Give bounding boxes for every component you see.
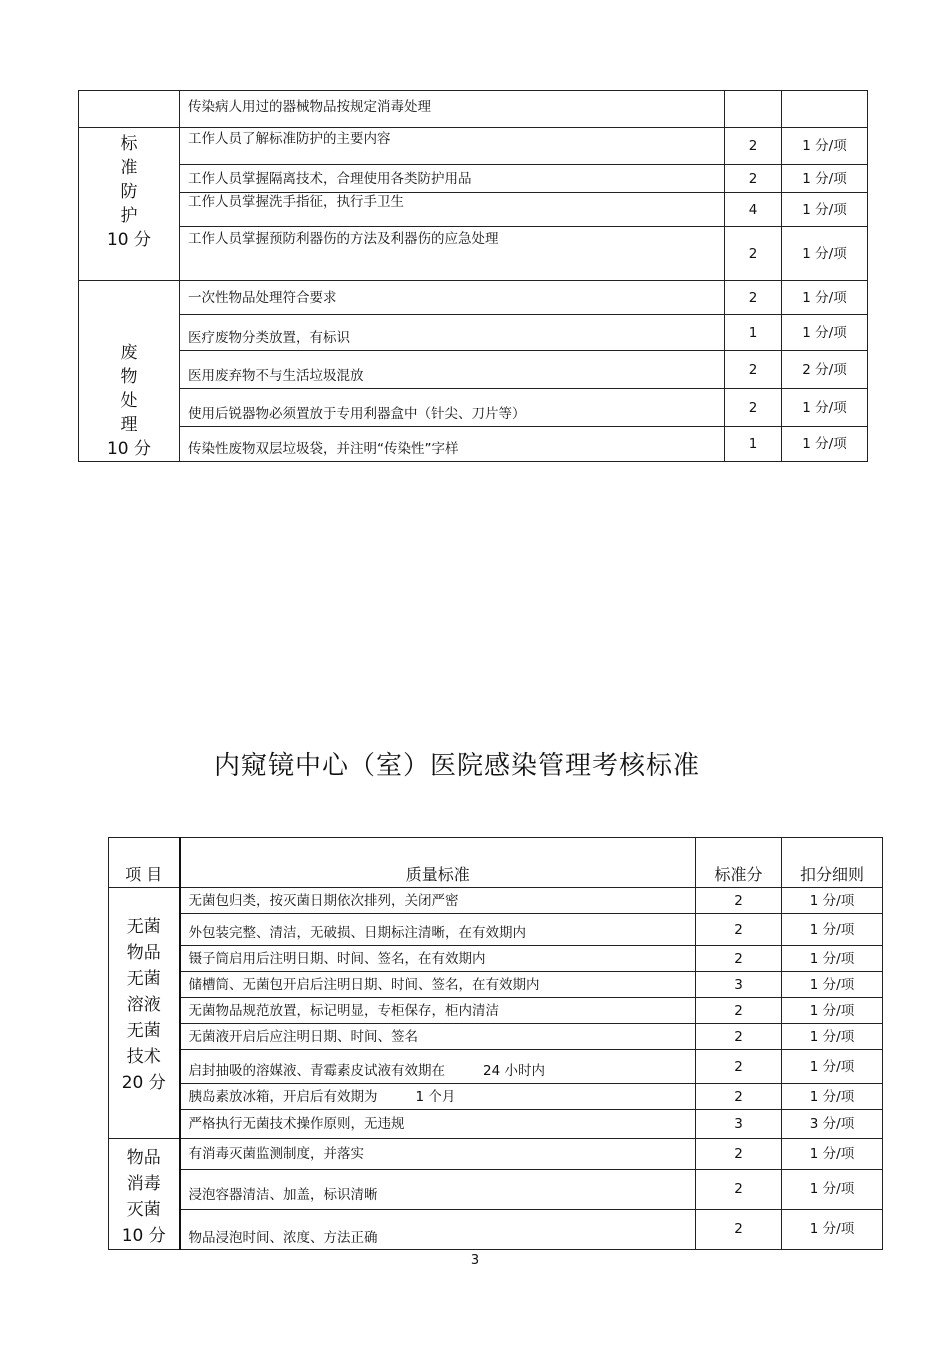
score-cell: 2: [696, 1050, 782, 1084]
item-cell: 医疗废物分类放置，有标识: [180, 315, 725, 351]
deduct-cell: 1 分/项: [782, 1024, 883, 1050]
score-cell: 4: [725, 193, 782, 227]
score-cell: [725, 91, 782, 128]
deduct-cell: 1 分/项: [782, 165, 868, 193]
category-waste-disposal: [79, 281, 180, 462]
score-cell: 2: [696, 1139, 782, 1170]
score-cell: 2: [696, 946, 782, 972]
deduct-cell: 2 分/项: [782, 351, 868, 389]
score-cell: 2: [696, 888, 782, 914]
deduct-cell: 1 分/项: [782, 1084, 883, 1110]
category-line: 技术: [126, 1047, 161, 1067]
score-cell: 2: [696, 1209, 782, 1249]
page-title: 内窥镜中心（室）医院感染管理考核标准: [213, 751, 700, 781]
score-cell: 1: [725, 315, 782, 351]
item-cell: 工作人员掌握隔离技术，合理使用各类防护用品: [180, 165, 725, 193]
header-deduct: 扣分细则: [782, 838, 883, 888]
score-cell: 2: [696, 998, 782, 1024]
item-cell: 传染病人用过的器械物品按规定消毒处理: [180, 91, 725, 128]
score-cell: 1: [725, 427, 782, 462]
table-row: [109, 1050, 883, 1084]
category-line: 理: [120, 415, 138, 435]
category-cell: [79, 91, 180, 128]
table-row: [79, 389, 868, 427]
category-line: 处: [120, 391, 138, 411]
deduct-cell: 1 分/项: [782, 998, 883, 1024]
category-score: 10 分: [106, 230, 152, 250]
deduct-cell: 1 分/项: [782, 914, 883, 946]
category-line: 消毒: [126, 1174, 161, 1194]
item-cell: 无菌物品规范放置，标记明显，专柜保存，柜内清洁: [180, 998, 696, 1024]
item-cell: 工作人员掌握预防利器伤的方法及利器伤的应急处理: [180, 227, 725, 281]
score-cell: 2: [696, 1024, 782, 1050]
score-cell: 2: [725, 351, 782, 389]
table-row: [109, 1209, 883, 1249]
deduct-cell: [782, 91, 868, 128]
table-row: [109, 1169, 883, 1209]
category-score: 20 分: [121, 1073, 166, 1093]
table-row: [109, 888, 883, 914]
deduct-cell: 1 分/项: [782, 227, 868, 281]
table-row: [109, 1110, 883, 1139]
deduct-cell: 1 分/项: [782, 315, 868, 351]
score-cell: 2: [725, 227, 782, 281]
table-row: [79, 227, 868, 281]
item-text: 胰岛素放冰箱，开启后有效期为: [188, 1088, 378, 1105]
item-cell: 有消毒灭菌监测制度，并落实: [180, 1139, 696, 1170]
item-cell: 储槽筒、无菌包开启后注明日期、时间、签名，在有效期内: [180, 972, 696, 998]
score-cell: 2: [696, 914, 782, 946]
table-row: [109, 1084, 883, 1110]
header-item: 项 目: [109, 838, 180, 888]
score-cell: 3: [696, 972, 782, 998]
deduct-cell: 1 分/项: [782, 972, 883, 998]
page-number: 3: [470, 1253, 480, 1268]
category-line: 无菌: [126, 1021, 161, 1041]
top-table: [78, 90, 868, 462]
item-cell: 医用废弃物不与生活垃圾混放: [180, 351, 725, 389]
table-row: [109, 972, 883, 998]
deduct-cell: 1 分/项: [782, 1139, 883, 1170]
category-disinfection: [109, 1139, 180, 1250]
category-line: 废: [120, 343, 138, 363]
item-cell: 浸泡容器清洁、加盖，标识清晰: [180, 1169, 696, 1209]
item-cell: 外包装完整、清洁，无破损、日期标注清晰，在有效期内: [180, 914, 696, 946]
deduct-cell: 1 分/项: [782, 281, 868, 315]
category-line: 标: [120, 134, 138, 154]
table-row: [79, 351, 868, 389]
item-cell: [180, 1050, 696, 1084]
bottom-table: [108, 837, 883, 1250]
score-cell: 2: [696, 1169, 782, 1209]
item-cell: 工作人员掌握洗手指征，执行手卫生: [180, 193, 725, 227]
table-row: [79, 91, 868, 128]
header-standard: 质量标准: [180, 838, 696, 888]
table-row: [109, 914, 883, 946]
category-line: 物品: [126, 1148, 161, 1168]
category-line: 护: [120, 206, 138, 226]
deduct-cell: 1 分/项: [782, 946, 883, 972]
category-line: 灭菌: [126, 1200, 161, 1220]
deduct-cell: 1 分/项: [782, 1209, 883, 1249]
table-row: [79, 315, 868, 351]
item-text: 24 小时内: [483, 1063, 545, 1079]
item-text: 启封抽吸的溶媒液、青霉素皮试液有效期在: [188, 1063, 445, 1079]
item-text: 1 个月: [415, 1088, 456, 1105]
deduct-cell: 3 分/项: [782, 1110, 883, 1139]
category-line: 无菌: [126, 917, 161, 937]
score-cell: 2: [725, 165, 782, 193]
table-row: [109, 1139, 883, 1170]
category-score: 10 分: [106, 439, 152, 459]
category-score: 10 分: [121, 1226, 166, 1246]
table-row: [109, 946, 883, 972]
score-cell: 2: [725, 128, 782, 165]
score-cell: 2: [725, 281, 782, 315]
deduct-cell: 1 分/项: [782, 193, 868, 227]
table-row: [79, 281, 868, 315]
table-row: [79, 193, 868, 227]
item-cell: 无菌包归类，按灭菌日期依次排列，关闭严密: [180, 888, 696, 914]
item-cell: 传染性废物双层垃圾袋，并注明“传染性”字样: [180, 427, 725, 462]
category-line: 准: [120, 158, 138, 178]
category-standard-protection: [79, 128, 180, 281]
item-cell: 镊子筒启用后注明日期、时间、签名，在有效期内: [180, 946, 696, 972]
item-cell: 无菌液开启后应注明日期、时间、签名: [180, 1024, 696, 1050]
item-cell: 使用后锐器物必须置放于专用利器盒中（针尖、刀片等）: [180, 389, 725, 427]
table-row: [79, 128, 868, 165]
item-cell: 严格执行无菌技术操作原则，无违规: [180, 1110, 696, 1139]
table-row: [109, 1024, 883, 1050]
header-row: [109, 838, 883, 888]
score-cell: 3: [696, 1110, 782, 1139]
deduct-cell: 1 分/项: [782, 1050, 883, 1084]
deduct-cell: 1 分/项: [782, 389, 868, 427]
category-line: 物: [120, 367, 138, 387]
item-cell: 工作人员了解标准防护的主要内容: [180, 128, 725, 165]
deduct-cell: 1 分/项: [782, 427, 868, 462]
category-line: 物品: [126, 943, 161, 963]
category-sterile-items: [109, 888, 180, 1139]
category-line: 防: [120, 182, 138, 202]
category-line: 溶液: [126, 995, 161, 1015]
category-line: 无菌: [126, 969, 161, 989]
score-cell: 2: [696, 1084, 782, 1110]
table-row: [79, 427, 868, 462]
table-row: [79, 165, 868, 193]
deduct-cell: 1 分/项: [782, 1169, 883, 1209]
deduct-cell: 1 分/项: [782, 888, 883, 914]
score-cell: 2: [725, 389, 782, 427]
deduct-cell: 1 分/项: [782, 128, 868, 165]
item-cell: 一次性物品处理符合要求: [180, 281, 725, 315]
item-cell: [180, 1084, 696, 1110]
item-cell: 物品浸泡时间、浓度、方法正确: [180, 1209, 696, 1249]
table-row: [109, 998, 883, 1024]
header-score: 标准分: [696, 838, 782, 888]
